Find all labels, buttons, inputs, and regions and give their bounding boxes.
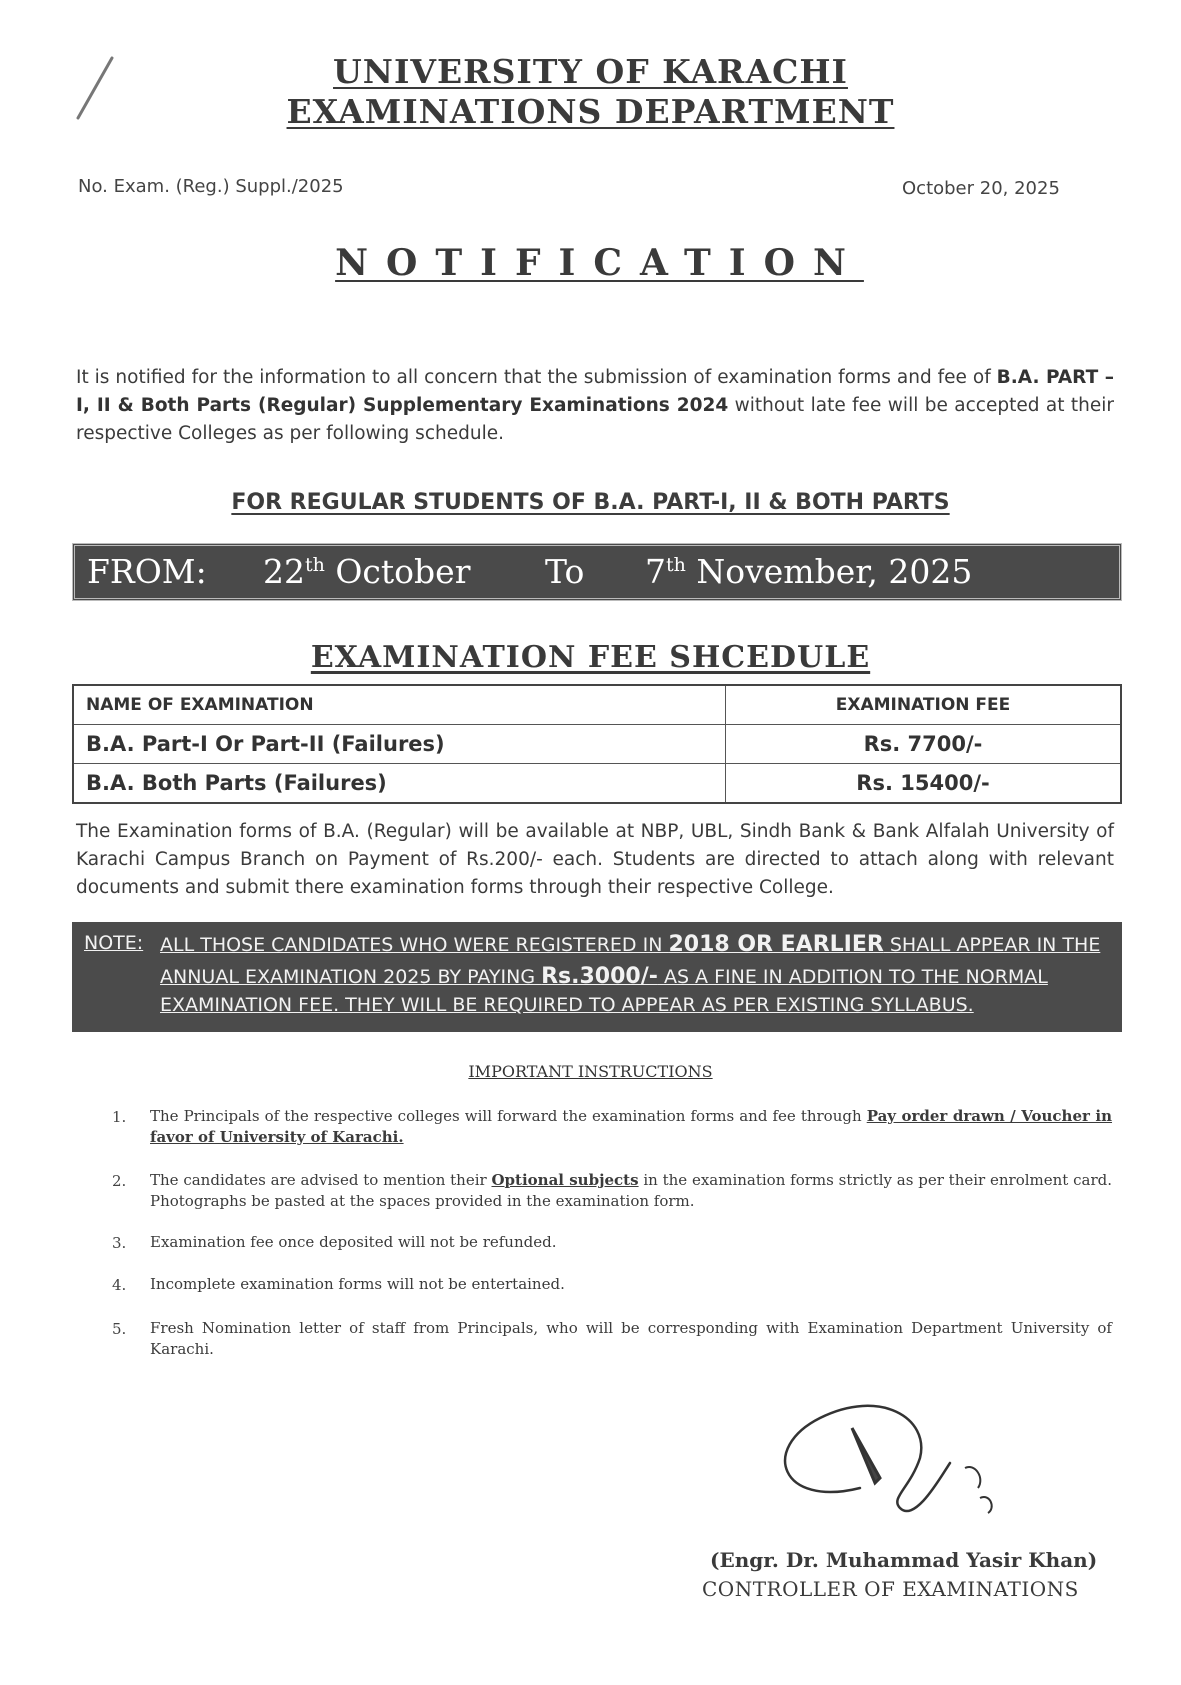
note-l1c: SHALL APPEAR IN THE xyxy=(883,934,1101,956)
to-label: To xyxy=(545,552,585,591)
note-l2b: Rs.3000/- xyxy=(541,964,658,989)
col-fee-header: EXAMINATION FEE xyxy=(726,685,1122,725)
note-l1a: ALL THOSE CANDIDATES WHO WERE REGISTERED IN xyxy=(160,934,669,956)
instruction-item: Fresh Nomination letter of staff from Principals, who will be corresponding with Examination Department University of Karachi. xyxy=(150,1319,1112,1358)
table-header-row xyxy=(73,685,1121,725)
instruction-number: 1. xyxy=(112,1108,127,1126)
instruction-text: The candidates are advised to mention their xyxy=(150,1171,492,1189)
schedule-heading: FOR REGULAR STUDENTS OF B.A. PART-I, II & BOTH PARTS xyxy=(231,490,950,515)
end-day: 7 xyxy=(645,552,666,591)
instruction-item xyxy=(150,1170,1112,1212)
from-label: FROM: xyxy=(87,552,207,591)
end-date xyxy=(645,552,972,591)
instruction-text-post: in the examination forms strictly as per their enrolment card. Photographs be pasted at the spaces provided in the examination form. xyxy=(150,1171,1112,1210)
fee-schedule-title: EXAMINATION FEE SHCEDULE xyxy=(310,640,871,675)
note-l2c: AS A FINE IN ADDITION TO THE NORMAL xyxy=(657,966,1048,988)
notification-heading: NOTIFICATION xyxy=(335,242,864,284)
department-title: EXAMINATIONS DEPARTMENT xyxy=(286,92,895,131)
signature-image xyxy=(740,1388,1040,1538)
exam-name-cell: B.A. Both Parts (Failures) xyxy=(73,764,726,804)
note-l1b: 2018 OR EARLIER xyxy=(668,932,884,957)
forms-availability-paragraph: The Examination forms of B.A. (Regular) will be available at NBP, UBL, Sindh Bank & Bank Alfalah University of Karachi Campus Branch on Payment of Rs.200/- each. Students are directed to attach along with relevant documents and submit there examination forms through their respective College. xyxy=(76,821,1114,898)
start-day: 22 xyxy=(263,552,305,591)
intro-paragraph xyxy=(76,364,1114,448)
signatory-title: CONTROLLER OF EXAMINATIONS xyxy=(702,1577,1079,1601)
instruction-number: 4. xyxy=(112,1276,127,1294)
notice-date: October 20, 2025 xyxy=(902,178,1060,199)
note-box xyxy=(72,922,1122,1032)
start-suffix: th xyxy=(305,554,325,576)
instruction-item xyxy=(150,1106,1112,1148)
instruction-number: 5. xyxy=(112,1320,127,1338)
instruction-number: 2. xyxy=(112,1172,127,1190)
note-line-1 xyxy=(160,932,1100,957)
university-title: UNIVERSITY OF KARACHI xyxy=(333,52,848,91)
table-row xyxy=(73,725,1121,764)
start-month: October xyxy=(335,552,471,591)
note-label: NOTE: xyxy=(84,932,144,954)
end-suffix: th xyxy=(666,554,686,576)
fee-table xyxy=(72,684,1122,804)
instruction-number: 3. xyxy=(112,1234,127,1252)
note-line-3: EXAMINATION FEE. THEY WILL BE REQUIRED TO APPEAR AS PER EXISTING SYLLABUS. xyxy=(160,994,974,1016)
instruction-underlined: Pay order drawn / Voucher in favor of University of Karachi. xyxy=(150,1107,1113,1146)
exam-name-cell: B.A. Part-I Or Part-II (Failures) xyxy=(73,725,726,764)
note-line-2 xyxy=(160,964,1048,989)
instruction-item: Examination fee once deposited will not be refunded. xyxy=(150,1233,557,1251)
instruction-text: The Principals of the respective colleges will forward the examination forms and fee through xyxy=(150,1107,867,1125)
note-l2a: ANNUAL EXAMINATION 2025 BY PAYING xyxy=(160,966,542,988)
instructions-title: IMPORTANT INSTRUCTIONS xyxy=(468,1062,713,1081)
signatory-name: (Engr. Dr. Muhammad Yasir Khan) xyxy=(710,1548,1098,1572)
table-row xyxy=(73,764,1121,804)
col-name-header: NAME OF EXAMINATION xyxy=(73,685,726,725)
intro-bold: B.A. PART – I, II & Both Parts (Regular) Supplementary Examinations 2024 xyxy=(76,367,1114,416)
reference-number: No. Exam. (Reg.) Suppl./2025 xyxy=(78,176,344,197)
exam-fee-cell: Rs. 15400/- xyxy=(726,764,1122,804)
instruction-underlined: Optional subjects xyxy=(491,1171,639,1189)
exam-fee-cell: Rs. 7700/- xyxy=(726,725,1122,764)
end-month-year: November, 2025 xyxy=(696,552,973,591)
start-date xyxy=(263,552,470,591)
intro-text-2: without late fee will be accepted at their respective Colleges as per following schedule. xyxy=(76,395,1114,444)
date-range-bar xyxy=(72,543,1122,601)
instruction-item: Incomplete examination forms will not be entertained. xyxy=(150,1275,565,1293)
intro-text-1: It is notified for the information to all concern that the submission of examination forms and fee of xyxy=(76,367,997,388)
